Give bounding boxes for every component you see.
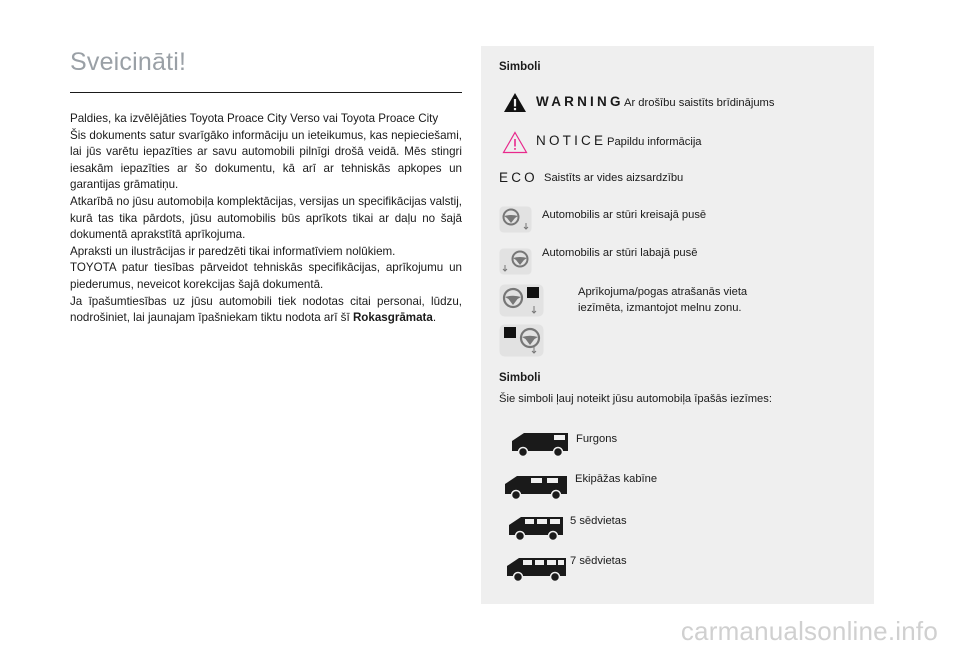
vehicle-label-five-seats: 5 sēdvietas [570, 515, 627, 527]
ownership-end: . [432, 311, 437, 325]
manual-name: Rokasgrāmata [352, 311, 433, 325]
page-title: Sveicināti! [70, 48, 187, 76]
five-seat-icon [507, 514, 567, 542]
warning-description: Ar drošību saistīts brīdinājums [624, 97, 775, 109]
vehicle-symbols-title: Simboli [499, 372, 541, 384]
rhd-description: Automobilis ar stūri labajā pusē [542, 247, 698, 259]
notice-triangle-icon [502, 131, 528, 154]
notice-description: Papildu informācija [607, 136, 702, 148]
eco-description: Saistīts ar vides aizsardzību [544, 172, 684, 184]
intro-paragraph-4: Apraksti un ilustrācijas ir paredzēti tikai informatīviem nolūkiem. [70, 244, 396, 258]
warning-triangle-icon [503, 92, 527, 113]
location-rhd-icon [499, 324, 544, 357]
title-divider [70, 92, 462, 93]
location-description-line-2: iezīmēta, izmantojot melnu zonu. [578, 302, 742, 314]
van-icon [510, 430, 572, 458]
vehicle-symbols-intro: Šie simboli ļauj noteikt jūsu automobiļa īpašās iezīmes: [499, 393, 772, 405]
vehicle-label-seven-seats: 7 sēdvietas [570, 555, 627, 567]
intro-text [70, 111, 462, 327]
intro-paragraph-6 [70, 294, 462, 327]
vehicle-label-crew-cab: Ekipāžas kabīne [575, 473, 658, 485]
symbols-title: Simboli [499, 61, 541, 73]
location-description-line-1: Aprīkojuma/pogas atrašanās vieta [578, 286, 748, 298]
intro-paragraph-1: Paldies, ka izvēlējāties Toyota Proace City Verso vai Toyota Proace City [70, 112, 439, 125]
notice-label: NOTICE [536, 133, 607, 148]
location-lhd-icon [499, 284, 544, 317]
intro-paragraph-5: TOYOTA patur tiesības pārveidot tehniskās specifikācijas, aprīkojumu un piederumus, neveicot korekcijas šajā dokumentā. [70, 261, 462, 291]
left-hand-drive-icon [499, 206, 532, 233]
watermark: carmanualsonline.info [680, 616, 938, 646]
intro-paragraph-2: Šis dokuments satur svarīgāko informāciju un ieteikumus, kas nepieciešami, lai jūs varētu iepazīties ar savu automobili pilnīgi drošā veidā. Mēs stingri iesakām iepazīties ar šo dokumentu, kā arī ar tehniskās apkopes un garantijas grāmatiņu. [70, 128, 462, 192]
seven-seat-icon [505, 555, 569, 583]
right-hand-drive-icon [499, 248, 532, 275]
warning-label: WARNING [536, 94, 624, 109]
crew-cab-icon [503, 473, 571, 501]
left-column [70, 48, 462, 327]
intro-paragraph-3: Atkarībā no jūsu automobiļa komplektācijas, versijas un specifikācijas valstij, kurā tas tika pārdots, jūsu automobilis būs aprīkots tikai ar daļu no šajā dokumentā aprakstītā aprīkojuma. [70, 194, 462, 242]
symbols-panel [481, 46, 874, 604]
lhd-description: Automobilis ar stūri kreisajā pusē [542, 209, 707, 221]
ownership-text: Ja īpašumtiesības uz jūsu automobili tiek nodotas citai personai, lūdzu, nodrošiniet, lai jaunajam īpašniekam tiktu nodota arī šī [70, 294, 462, 325]
eco-label: ECO [499, 170, 538, 185]
vehicle-label-van: Furgons [576, 433, 618, 445]
